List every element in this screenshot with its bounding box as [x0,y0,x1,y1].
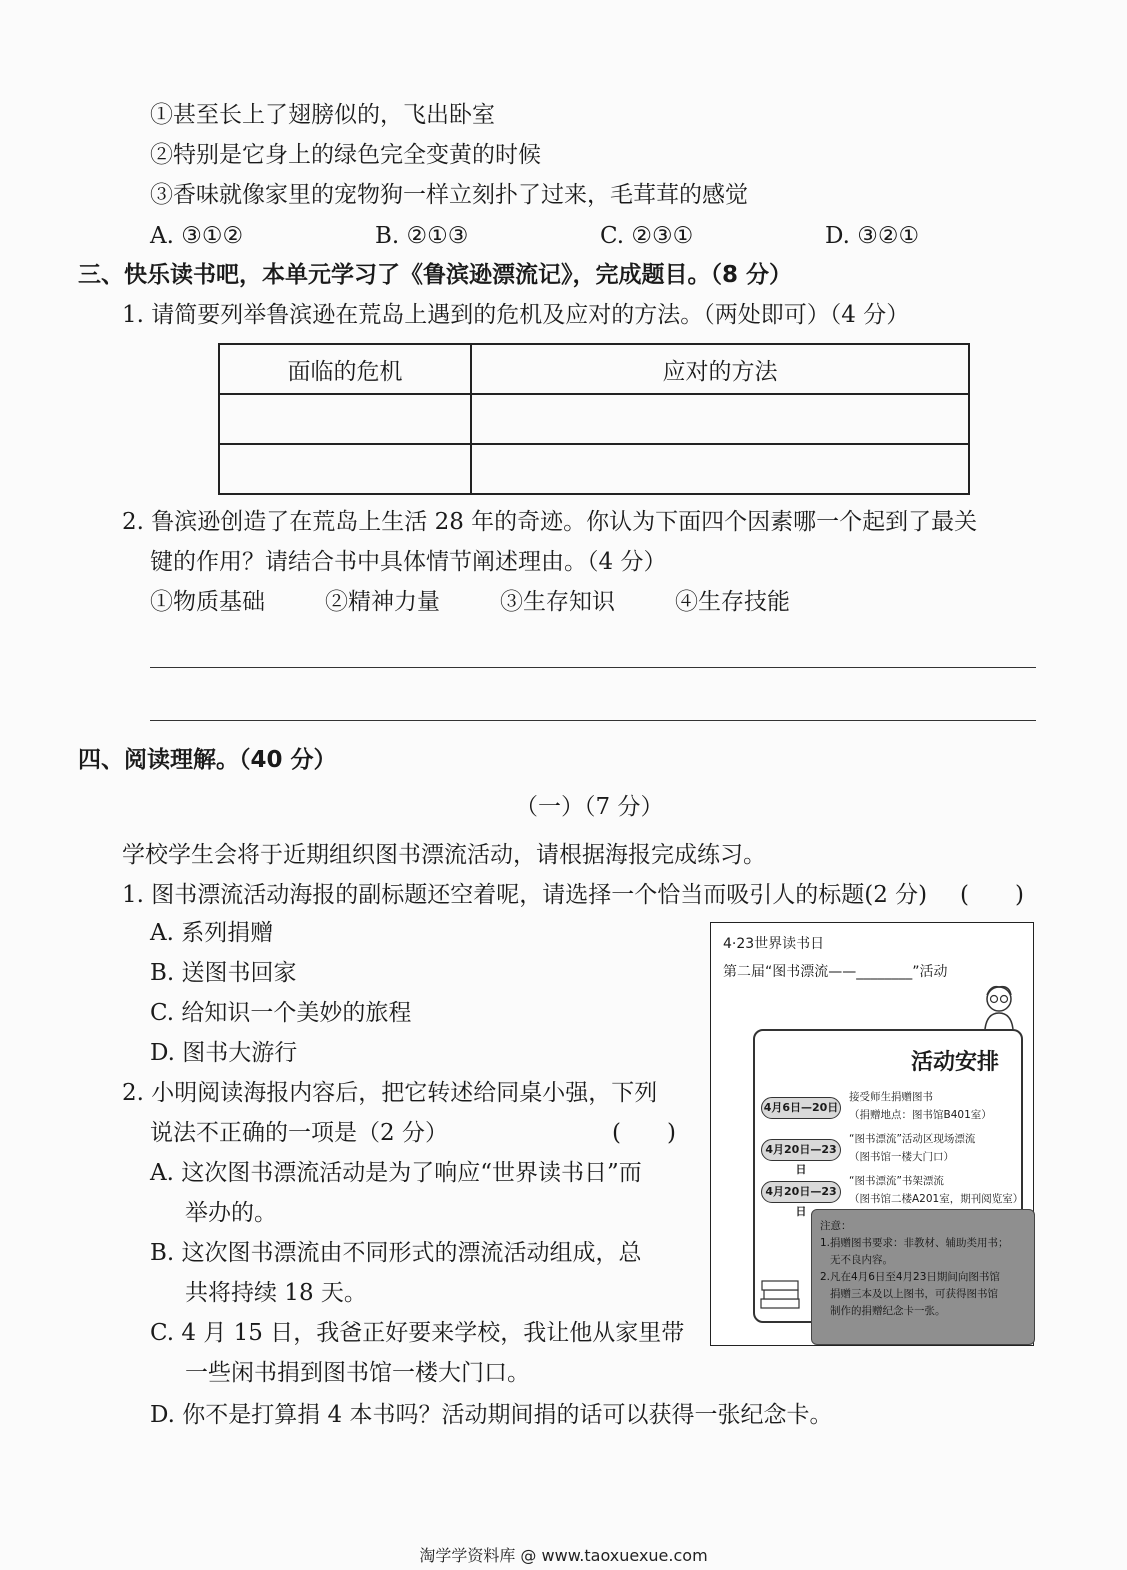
schedule-item-text: （图书馆一楼大门口） [849,1151,954,1163]
answer-paren-2[interactable]: ( ) [612,1120,676,1146]
date-badge: 4月20日—23日 [761,1139,841,1161]
option-b: B. ②①③ [375,223,469,249]
note-text: 2.凡在4月6日至4月23日期间向图书馆 [820,1271,1000,1283]
s3-question-2-line2: 键的作用？请结合书中具体情节阐述理由。（4 分） [150,549,667,575]
q2-option-b-line1: B. 这次图书漂流由不同形式的漂流活动组成，总 [150,1240,642,1266]
factor-4: ④生存技能 [675,589,790,615]
s3-question-1: 1. 请简要列举鲁滨逊在荒岛上遇到的危机及应对的方法。（两处即可）（4 分） [122,302,910,328]
factor-2: ②精神力量 [325,589,440,615]
factor-1: ①物质基础 [150,589,265,615]
table-cell[interactable] [471,394,969,444]
s4-question-2-line1: 2. 小明阅读海报内容后，把它转述给同桌小强，下列 [122,1080,658,1106]
section-3-title: 三、快乐读书吧，本单元学习了《鲁滨逊漂流记》，完成题目。（8 分） [78,262,793,288]
poster-event-date: 4·23世界读书日 [723,936,825,952]
table-cell[interactable] [219,444,471,494]
note-text: 1.捐赠图书要求：非教材、辅助类用书； [820,1237,1009,1249]
crisis-table [218,343,970,495]
s4-question-2-line2: 说法不正确的一项是（2 分） [150,1120,448,1146]
cartoon-character-icon [977,983,1021,1031]
schedule-item-text: 接受师生捐赠图书 [849,1091,933,1103]
note-title: 注意： [820,1220,852,1232]
q2-option-c-line2: 一些闲书捐到图书馆一楼大门口。 [185,1360,530,1386]
poster-note [811,1209,1035,1345]
q2-option-b-line2: 共将持续 18 天。 [185,1280,367,1306]
schedule-item-text: “图书漂流”活动区现场漂流 [849,1133,976,1145]
part-1-title: （一）（7 分） [515,794,664,820]
factor-3: ③生存知识 [500,589,615,615]
answer-line[interactable] [150,720,1036,721]
answer-line[interactable] [150,667,1036,668]
table-cell[interactable] [471,444,969,494]
table-header-method: 应对的方法 [471,344,969,394]
q2-option-a-line1: A. 这次图书漂流活动是为了响应“世界读书日”而 [150,1160,642,1186]
s3-question-2-line1: 2. 鲁滨逊创造了在荒岛上生活 28 年的奇迹。你认为下面四个因素哪一个起到了最关 [122,509,978,535]
answer-paren-1[interactable]: ( ) [960,882,1024,908]
table-header-crisis: 面临的危机 [219,344,471,394]
sentence-2: ②特别是它身上的绿色完全变黄的时候 [150,142,541,168]
schedule-item-text: （捐赠地点：图书馆B401室） [849,1109,992,1121]
q2-option-c-line1: C. 4 月 15 日，我爸正好要来学校，我让他从家里带 [150,1320,685,1346]
option-c: C. ②③① [600,223,694,249]
footer-watermark: 淘学学资料库 @ www.taoxuexue.com [419,1546,708,1565]
note-text: 无不良内容。 [830,1254,893,1266]
poster-title: 第二届“图书漂流——________”活动 [723,964,948,980]
q1-option-b: B. 送图书回家 [150,960,297,986]
schedule-item-text: （图书馆二楼A201室，期刊阅览室） [849,1193,1024,1205]
date-badge: 4月6日—20日 [761,1097,841,1119]
option-a: A. ③①② [150,223,244,249]
s4-question-1: 1. 图书漂流活动海报的副标题还空着呢，请选择一个恰当而吸引人的标题(2 分) [122,882,928,908]
q1-option-a: A. 系列捐赠 [150,920,274,946]
schedule-title: 活动安排 [910,1050,999,1075]
option-d: D. ③②① [825,223,920,249]
date-badge: 4月20日—23日 [761,1181,841,1203]
table-cell[interactable] [219,394,471,444]
reading-intro: 学校学生会将于近期组织图书漂流活动，请根据海报完成练习。 [122,842,766,868]
sentence-3: ③香味就像家里的宠物狗一样立刻扑了过来，毛茸茸的感觉 [150,182,748,208]
sentence-1: ①甚至长上了翅膀似的，飞出卧室 [150,102,495,128]
q1-option-c: C. 给知识一个美妙的旅程 [150,1000,412,1026]
section-4-title: 四、阅读理解。（40 分） [78,747,337,773]
q2-option-d: D. 你不是打算捐 4 本书吗？活动期间捐的话可以获得一张纪念卡。 [150,1402,833,1428]
books-icon [759,1277,803,1311]
q2-option-a-line2: 举办的。 [185,1200,277,1226]
q1-option-d: D. 图书大游行 [150,1040,298,1066]
schedule-item-text: “图书漂流”书架漂流 [849,1175,944,1187]
book-drift-poster [710,922,1034,1346]
note-text: 捐赠三本及以上图书，可获得图书馆 [830,1288,998,1300]
note-text: 制作的捐赠纪念卡一张。 [830,1305,946,1317]
